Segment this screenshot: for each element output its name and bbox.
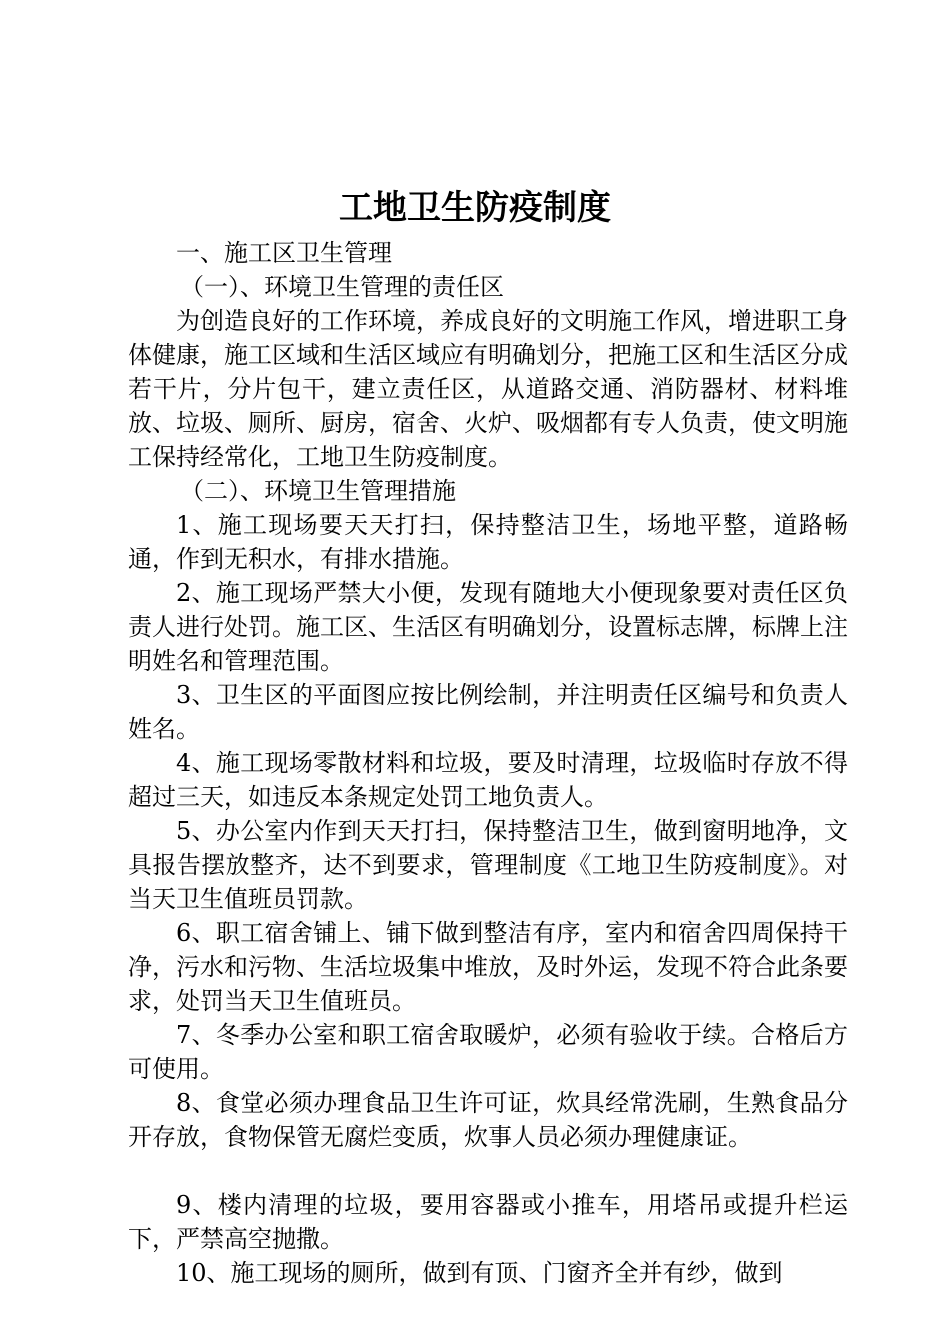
subsection-heading: （二）、环境卫生管理措施 (180, 477, 456, 505)
list-item: 3、卫生区的平面图应按比例绘制，并注明责任区编号和负责人姓名。 (128, 681, 848, 743)
list-item: 6、职工宿舍铺上、铺下做到整洁有序，室内和宿舍四周保持干净，污水和污物、生活垃圾集中堆放，及时外运，发现不符合此条要求，处罚当天卫生值班员。 (128, 919, 848, 1015)
list-item: 8、食堂必须办理食品卫生许可证，炊具经常洗刷，生熟食品分开存放，食物保管无腐烂变质，炊事人员必须办理健康证。 (128, 1089, 848, 1151)
list-item: 5、办公室内作到天天打扫，保持整洁卫生，做到窗明地净，文具报告摆放整齐，达不到要求，管理制度《工地卫生防疫制度》。对当天卫生值班员罚款。 (128, 817, 848, 913)
list-item: 1、施工现场要天天打扫，保持整洁卫生，场地平整，道路畅通，作到无积水，有排水措施。 (128, 511, 848, 573)
list-item: 7、冬季办公室和职工宿舍取暖炉，必须有验收于续。合格后方可使用。 (128, 1021, 848, 1083)
document-body (128, 236, 848, 1290)
paragraph: 为创造良好的工作环境，养成良好的文明施工作风，增进职工身体健康，施工区域和生活区域应有明确划分，把施工区和生活区分成若干片，分片包干，建立责任区，从道路交通、消防器材、材料堆放、垃圾、厕所、厨房，宿舍、火炉、吸烟都有专人负责，使文明施工保持经常化，工地卫生防疫制度。 (128, 307, 848, 471)
list-item: 2、施工现场严禁大小便，发现有随地大小便现象要对责任区负责人进行处罚。施工区、生活区有明确划分，设置标志牌，标牌上注明姓名和管理范围。 (128, 579, 848, 675)
subsection-heading: （一）、环境卫生管理的责任区 (180, 273, 504, 301)
document-title: 工地卫生防疫制度 (339, 188, 611, 228)
list-item: 9、楼内清理的垃圾，要用容器或小推车，用塔吊或提升栏运下，严禁高空抛撒。 (128, 1191, 848, 1253)
section-heading: 一、施工区卫生管理 (176, 239, 392, 267)
list-item: 10、施工现场的厕所，做到有顶、门窗齐全并有纱，做到 (176, 1259, 783, 1287)
list-item: 4、施工现场零散材料和垃圾，要及时清理，垃圾临时存放不得超过三天，如违反本条规定处罚工地负责人。 (128, 749, 848, 811)
